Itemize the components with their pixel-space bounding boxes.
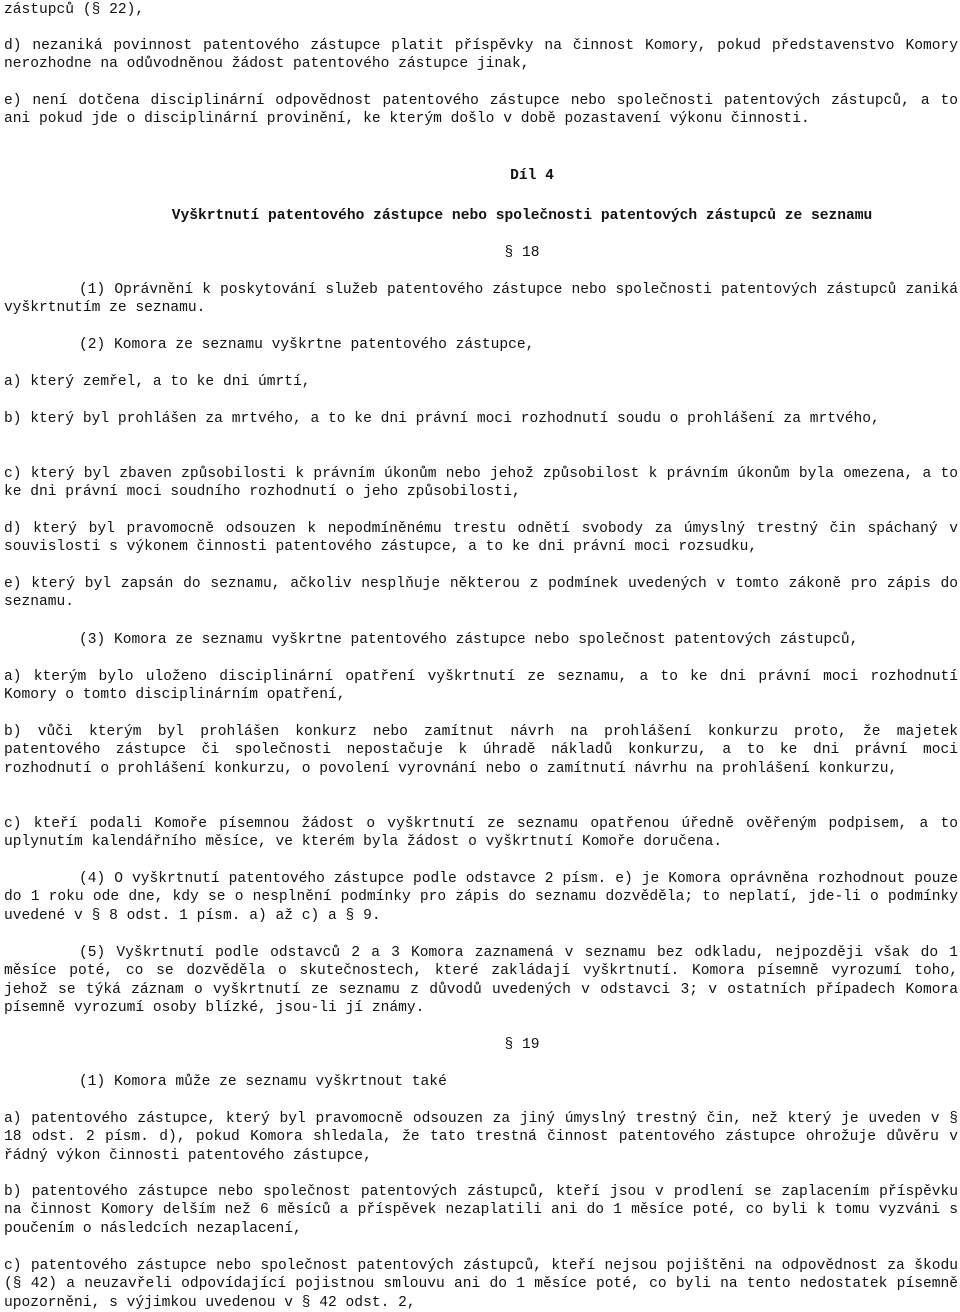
section-19-1-point-b: b) patentového zástupce nebo společnost patentových zástupců, kteří jsou v prodlení se zaplacením příspěvku na činnost Komory delším než 6 měsíců a příspěvek nezaplatili ani do 1 měsíce poté, co byli k tomu vyzváni s poučením o následcích nezaplacení, <box>4 1184 958 1237</box>
paragraph-continuation: zástupců (§ 22), <box>4 2 145 18</box>
paragraph-point-e: e) není dotčena disciplinární odpovědnost patentového zástupce nebo společnosti patentových zástupců, a to ani pokud jde o disciplinární provinění, ke kterým došlo v době pozastavení výkonu činnosti. <box>4 93 958 128</box>
section-19-1-point-c: c) patentového zástupce nebo společnost patentových zástupců, kteří nejsou pojištěni na odpovědnost za škodu (§ 42) a neuzavřeli odpovídající pojistnou smlouvu ani do 1 měsíce poté, co byli na tento nedostatek písemně upozorněni, s výjimkou uvedenou v § 42 odst. 2, <box>4 1258 958 1311</box>
section-19-1-point-a: a) patentového zástupce, který byl pravomocně odsouzen za jiný úmyslný trestný čin, než který je uveden v § 18 odst. 2 písm. d), pokud Komora shledala, že tato trestná činnost patentového zástupce ohrožuje důvěru v řádný výkon činnosti patentového zástupce, <box>4 1111 958 1164</box>
section-19-heading: § 19 <box>504 1037 540 1053</box>
section-18-para-4: (4) O vyškrtnutí patentového zástupce podle odstavce 2 písm. e) je Komora oprávněna rozhodnout pouze do 1 roku ode dne, kdy se o nesplnění podmínky pro zápis do seznamu dozvěděla; to neplatí, jde-li o podmínky uvedené v § 8 odst. 1 písm. a) až c) a § 9. <box>4 871 958 924</box>
section-18-para-3: (3) Komora ze seznamu vyškrtne patentového zástupce nebo společnost patentových zástupců, <box>79 632 859 648</box>
section-18-2-point-a: a) který zemřel, a to ke dni úmrtí, <box>4 374 311 390</box>
section-18-para-2: (2) Komora ze seznamu vyškrtne patentového zástupce, <box>79 337 535 353</box>
part-heading: Díl 4 <box>510 168 554 184</box>
paragraph-point-d: d) nezaniká povinnost patentového zástupce platit příspěvky na činnost Komory, pokud představenstvo Komory nerozhodne na odůvodněnou žádost patentového zástupce jinak, <box>4 38 958 73</box>
section-18-2-point-b: b) který byl prohlášen za mrtvého, a to ke dni právní moci rozhodnutí soudu o prohlášení za mrtvého, <box>4 411 880 427</box>
section-18-3-point-a: a) kterým bylo uloženo disciplinární opatření vyškrtnutí ze seznamu, a to ke dni právní moci rozhodnutí Komory o tomto disciplinárním opatření, <box>4 669 958 704</box>
section-18-3-point-b: b) vůči kterým byl prohlášen konkurz nebo zamítnut návrh na prohlášení konkurzu proto, že majetek patentového zástupce či společnosti nepostačuje k úhradě nákladů konkurzu, a to ke dni právní moci rozhodnutí o prohlášení konkurzu, o povolení vyrovnání nebo o zamítnutí návrhu na prohlášení konkurzu, <box>4 724 958 777</box>
section-18-2-point-c: c) který byl zbaven způsobilosti k právním úkonům nebo jehož způsobilost k právním úkonům byla omezena, a to ke dni právní moci soudního rozhodnutí o jeho způsobilosti, <box>4 466 958 501</box>
section-18-3-point-c: c) kteří podali Komoře písemnou žádost o vyškrtnutí ze seznamu opatřenou úředně ověřeným podpisem, a to uplynutím kalendářního měsíce, ve kterém byla žádost o vyškrtnutí Komoře doručena. <box>4 816 958 851</box>
section-18-heading: § 18 <box>504 245 540 261</box>
section-18-para-5: (5) Vyškrtnutí podle odstavců 2 a 3 Komora zaznamená v seznamu bez odkladu, nejpozději však do 1 měsíce poté, co se dozvěděla o skutečnostech, které zakládají vyškrtnutí. Komora písemně vyrozumí toho, jehož se týká záznam o vyškrtnutí ze seznamu z důvodů uvedených v odstavci 3; v ostatních případech Komora písemně vyrozumí osoby blízké, jsou-li jí známy. <box>4 945 958 1016</box>
section-18-para-1: (1) Oprávnění k poskytování služeb patentového zástupce nebo společnosti patentových zástupců zaniká vyškrtnutím ze seznamu. <box>4 282 958 317</box>
part-title: Vyškrtnutí patentového zástupce nebo společnosti patentových zástupců ze seznamu <box>171 208 873 224</box>
section-18-2-point-e: e) který byl zapsán do seznamu, ačkoliv nesplňuje některou z podmínek uvedených v tomto zákoně pro zápis do seznamu. <box>4 576 958 611</box>
section-18-2-point-d: d) který byl pravomocně odsouzen k nepodmíněnému trestu odnětí svobody za úmyslný trestný čin spáchaný v souvislosti s výkonem činnosti patentového zástupce, a to ke dni právní moci rozsudku, <box>4 521 958 556</box>
section-19-para-1: (1) Komora může ze seznamu vyškrtnout také <box>79 1074 447 1090</box>
